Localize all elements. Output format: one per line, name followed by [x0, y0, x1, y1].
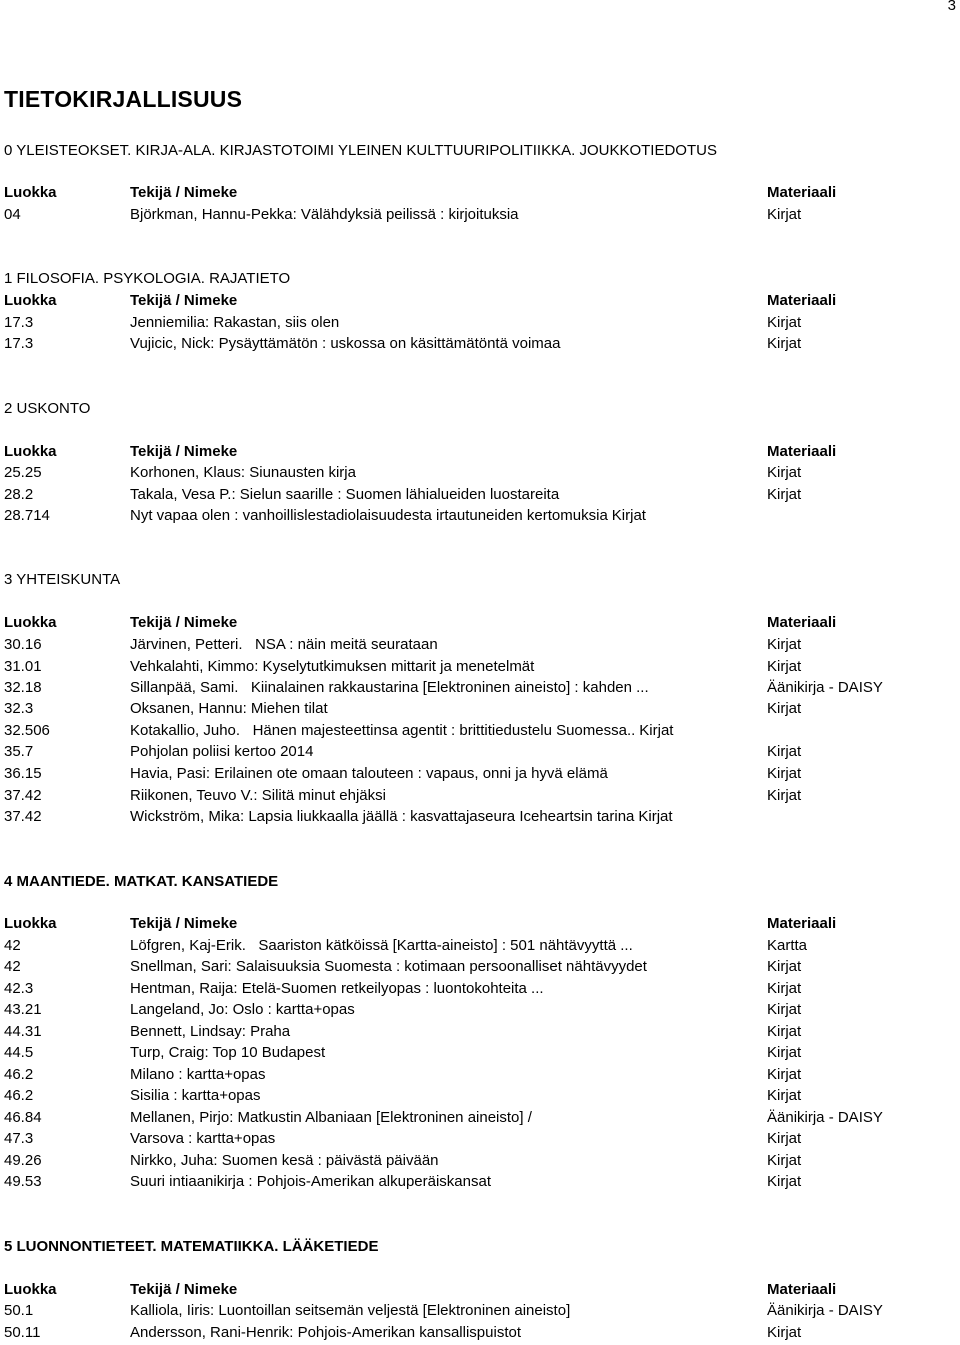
column-header-luokka: Luokka — [4, 292, 57, 309]
cell-materiaali: Kirjat — [767, 1066, 802, 1083]
cell-luokka: 17.3 — [4, 314, 34, 331]
table-header — [4, 1279, 954, 1301]
cell-luokka: 50.11 — [4, 1324, 41, 1341]
section-title: 3 YHTEISKUNTA — [4, 571, 121, 588]
cell-nimeke: Löfgren, Kaj-Erik. Saariston kätköissä [Kartta-aineisto] : 501 nähtävyyttä ... — [130, 937, 633, 954]
cell-materiaali: Kirjat — [611, 507, 646, 524]
document-title: TIETOKIRJALLISUUS — [4, 86, 243, 112]
cell-nimeke: Sillanpää, Sami. Kiinalainen rakkaustarina [Elektroninen aineisto] : kahden ... — [130, 679, 649, 696]
cell-nimeke: Turp, Craig: Top 10 Budapest — [130, 1044, 326, 1061]
table-row — [4, 956, 954, 978]
section-title: 0 YLEISTEOKSET. KIRJA-ALA. KIRJASTOTOIMI YLEINEN KULTTUURIPOLITIIKKA. JOUKKOTIEDOTUS — [4, 142, 717, 159]
table-row — [4, 656, 954, 678]
cell-nimeke: Riikonen, Teuvo V.: Silitä minut ehjäksi — [130, 787, 386, 804]
cell-nimeke: Langeland, Jo: Oslo : kartta+opas — [130, 1001, 355, 1018]
column-header-materiaali: Materiaali — [767, 614, 837, 631]
table-row — [4, 1042, 954, 1064]
column-header-materiaali: Materiaali — [767, 184, 837, 201]
table-row — [4, 1021, 954, 1043]
table-header — [4, 290, 954, 312]
table-row — [4, 785, 954, 807]
cell-nimeke: Varsova : kartta+opas — [130, 1130, 276, 1147]
table-row — [4, 1128, 954, 1150]
section-title: 5 LUONNONTIETEET. MATEMATIIKKA. LÄÄKETIEDE — [4, 1238, 379, 1255]
table-row — [4, 763, 954, 785]
section-title: 2 USKONTO — [4, 400, 91, 417]
table-row — [4, 1107, 954, 1129]
cell-nimeke: Milano : kartta+opas — [130, 1066, 266, 1083]
cell-luokka: 17.3 — [4, 335, 34, 352]
table-row — [4, 204, 954, 226]
table-row — [4, 462, 954, 484]
cell-materiaali: Kirjat — [767, 787, 802, 804]
cell-materiaali: Kirjat — [767, 980, 802, 997]
cell-materiaali: Kirjat — [767, 636, 802, 653]
cell-nimeke: Nirkko, Juha: Suomen kesä : päivästä päivään — [130, 1152, 439, 1169]
table-row — [4, 806, 954, 828]
cell-nimeke: Nyt vapaa olen : vanhoillislestadiolaisuudesta irtautuneiden kertomuksia Kirjat — [130, 507, 646, 524]
cell-luokka: 46.2 — [4, 1087, 34, 1104]
cell-luokka: 25.25 — [4, 464, 42, 481]
table-row — [4, 1322, 954, 1344]
cell-materiaali: Äänikirja - DAISY — [767, 1109, 883, 1126]
cell-nimeke: Björkman, Hannu-Pekka: Välähdyksiä peilissä : kirjoituksia — [130, 206, 519, 223]
cell-luokka: 31.01 — [4, 658, 42, 675]
cell-materiaali: Kirjat — [767, 1130, 802, 1147]
table-header — [4, 441, 954, 463]
cell-nimeke: Järvinen, Petteri. NSA : näin meitä seurataan — [130, 636, 438, 653]
cell-luokka: 42.3 — [4, 980, 34, 997]
cell-nimeke: Andersson, Rani-Henrik: Pohjois-Amerikan kansallispuistot — [130, 1324, 522, 1341]
column-header-nimeke: Tekijä / Nimeke — [130, 614, 238, 631]
cell-materiaali: Kirjat — [767, 1044, 802, 1061]
column-header-nimeke: Tekijä / Nimeke — [130, 915, 238, 932]
column-header-nimeke: Tekijä / Nimeke — [130, 292, 238, 309]
column-header-materiaali: Materiaali — [767, 443, 837, 460]
table-header — [4, 612, 954, 634]
cell-materiaali: Kirjat — [639, 722, 674, 739]
cell-materiaali: Kirjat — [767, 1087, 802, 1104]
cell-materiaali: Kirjat — [767, 206, 802, 223]
table-row — [4, 935, 954, 957]
table-row — [4, 720, 954, 742]
cell-nimeke: Vehkalahti, Kimmo: Kyselytutkimuksen mittarit ja menetelmät — [130, 658, 535, 675]
cell-materiaali: Kirjat — [767, 658, 802, 675]
column-header-luokka: Luokka — [4, 1281, 57, 1298]
cell-luokka: 37.42 — [4, 787, 42, 804]
table-row — [4, 1171, 954, 1193]
column-header-luokka: Luokka — [4, 614, 57, 631]
cell-nimeke: Jenniemilia: Rakastan, siis olen — [130, 314, 340, 331]
cell-luokka: 28.2 — [4, 486, 34, 503]
column-header-materiaali: Materiaali — [767, 1281, 837, 1298]
cell-materiaali: Kirjat — [767, 743, 802, 760]
cell-luokka: 50.1 — [4, 1302, 34, 1319]
cell-materiaali: Kirjat — [767, 464, 802, 481]
cell-luokka: 47.3 — [4, 1130, 34, 1147]
cell-nimeke: Sisilia : kartta+opas — [130, 1087, 261, 1104]
cell-luokka: 46.2 — [4, 1066, 34, 1083]
cell-luokka: 36.15 — [4, 765, 42, 782]
cell-luokka: 44.5 — [4, 1044, 34, 1061]
cell-luokka: 32.18 — [4, 679, 42, 696]
cell-nimeke: Kotakallio, Juho. Hänen majesteettinsa agentit : brittitiedustelu Suomessa.. Kirjat — [130, 722, 674, 739]
cell-nimeke: Oksanen, Hannu: Miehen tilat — [130, 700, 328, 717]
column-header-nimeke: Tekijä / Nimeke — [130, 184, 238, 201]
table-row — [4, 999, 954, 1021]
cell-luokka: 32.3 — [4, 700, 34, 717]
table-row — [4, 312, 954, 334]
cell-materiaali: Kirjat — [767, 765, 802, 782]
cell-nimeke: Suuri intiaanikirja : Pohjois-Amerikan alkuperäiskansat — [130, 1173, 492, 1190]
cell-luokka: 42 — [4, 958, 21, 975]
cell-luokka: 44.31 — [4, 1023, 42, 1040]
cell-luokka: 32.506 — [4, 722, 50, 739]
table-row — [4, 505, 954, 527]
section-title: 4 MAANTIEDE. MATKAT. KANSATIEDE — [4, 873, 279, 890]
cell-materiaali: Kirjat — [767, 1152, 802, 1169]
cell-nimeke: Kalliola, Iiris: Luontoillan seitsemän veljestä [Elektroninen aineisto] — [130, 1302, 571, 1319]
cell-materiaali: Kirjat — [638, 808, 673, 825]
table-row — [4, 634, 954, 656]
cell-materiaali: Kirjat — [767, 1324, 802, 1341]
cell-materiaali: Kartta — [767, 937, 808, 954]
table-row — [4, 677, 954, 699]
column-header-luokka: Luokka — [4, 184, 57, 201]
cell-luokka: 42 — [4, 937, 21, 954]
cell-luokka: 49.53 — [4, 1173, 42, 1190]
cell-materiaali: Äänikirja - DAISY — [767, 679, 883, 696]
table-row — [4, 1085, 954, 1107]
cell-nimeke: Korhonen, Klaus: Siunausten kirja — [130, 464, 356, 481]
cell-luokka: 28.714 — [4, 507, 50, 524]
cell-luokka: 04 — [4, 206, 21, 223]
table-header — [4, 913, 954, 935]
table-row — [4, 333, 954, 355]
table-row — [4, 484, 954, 506]
cell-nimeke: Takala, Vesa P.: Sielun saarille : Suomen lähialueiden luostareita — [130, 486, 560, 503]
column-header-materiaali: Materiaali — [767, 915, 837, 932]
cell-materiaali: Kirjat — [767, 1023, 802, 1040]
column-header-luokka: Luokka — [4, 915, 57, 932]
cell-nimeke: Mellanen, Pirjo: Matkustin Albaniaan [Elektroninen aineisto] / — [130, 1109, 532, 1126]
table-row — [4, 1064, 954, 1086]
cell-luokka: 43.21 — [4, 1001, 42, 1018]
cell-materiaali: Kirjat — [767, 958, 802, 975]
table-row — [4, 1300, 954, 1322]
cell-nimeke: Havia, Pasi: Erilainen ote omaan talouteen : vapaus, onni ja hyvä elämä — [130, 765, 608, 782]
cell-nimeke: Pohjolan poliisi kertoo 2014 — [130, 743, 314, 760]
cell-materiaali: Kirjat — [767, 1173, 802, 1190]
cell-materiaali: Kirjat — [767, 700, 802, 717]
cell-nimeke: Snellman, Sari: Salaisuuksia Suomesta : kotimaan persoonalliset nähtävyydet — [130, 958, 647, 975]
page-number: 3 — [947, 0, 956, 14]
column-header-nimeke: Tekijä / Nimeke — [130, 443, 238, 460]
table-row — [4, 741, 954, 763]
cell-materiaali: Kirjat — [767, 335, 802, 352]
column-header-nimeke: Tekijä / Nimeke — [130, 1281, 238, 1298]
cell-nimeke: Hentman, Raija: Etelä-Suomen retkeilyopas : luontokohteita ... — [130, 980, 544, 997]
cell-luokka: 37.42 — [4, 808, 42, 825]
table-row — [4, 1150, 954, 1172]
table-row — [4, 698, 954, 720]
cell-materiaali: Äänikirja - DAISY — [767, 1302, 883, 1319]
cell-nimeke: Wickström, Mika: Lapsia liukkaalla jäällä : kasvattajaseura Iceheartsin tarina Kirjat — [130, 808, 673, 825]
section-title: 1 FILOSOFIA. PSYKOLOGIA. RAJATIETO — [4, 270, 291, 287]
column-header-materiaali: Materiaali — [767, 292, 837, 309]
column-header-luokka: Luokka — [4, 443, 57, 460]
cell-nimeke: Vujicic, Nick: Pysäyttämätön : uskossa on käsittämätöntä voimaa — [130, 335, 561, 352]
cell-luokka: 35.7 — [4, 743, 34, 760]
cell-materiaali: Kirjat — [767, 314, 802, 331]
cell-nimeke: Bennett, Lindsay: Praha — [130, 1023, 291, 1040]
cell-luokka: 46.84 — [4, 1109, 42, 1126]
table-header — [4, 182, 954, 204]
cell-luokka: 49.26 — [4, 1152, 42, 1169]
table-row — [4, 978, 954, 1000]
cell-luokka: 30.16 — [4, 636, 42, 653]
cell-materiaali: Kirjat — [767, 1001, 802, 1018]
cell-materiaali: Kirjat — [767, 486, 802, 503]
